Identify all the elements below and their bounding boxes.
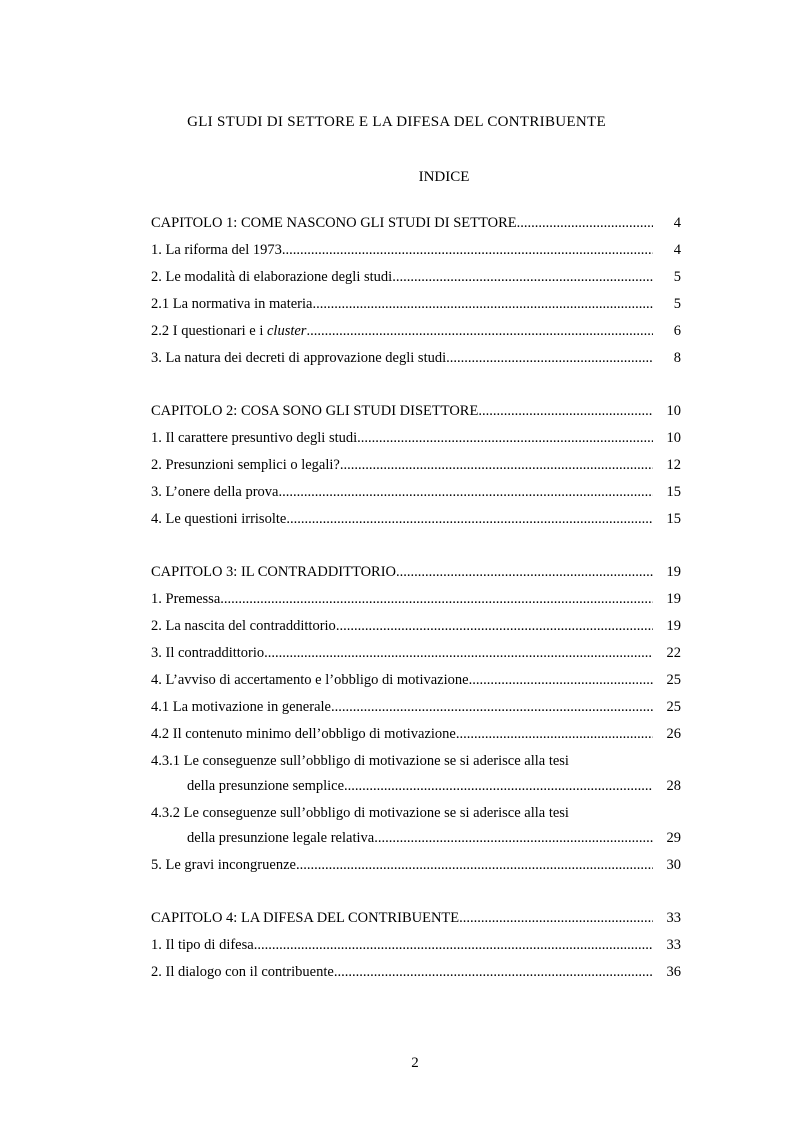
- toc-entry: [151, 667, 681, 694]
- toc-leader-dots: [469, 667, 653, 694]
- toc-leader-dots: [344, 773, 653, 800]
- toc-page-number: 8: [673, 350, 681, 366]
- toc-page-number: 19: [666, 591, 681, 607]
- toc-chapter-3: [151, 559, 681, 586]
- toc-entry: [151, 506, 681, 533]
- toc-entry: [151, 345, 681, 372]
- toc-page-number: 12: [666, 457, 681, 473]
- toc-entry: [151, 586, 681, 613]
- toc-entry-text: 4.2 Il contenuto minimo dell’obbligo di motivazione: [151, 726, 456, 742]
- toc-entry-text: 4.3.2 Le conseguenze sull’obbligo di motivazione se si aderisce alla tesi: [151, 805, 569, 821]
- toc-leader-dots: [331, 694, 653, 721]
- toc-leader-dots: [357, 425, 653, 452]
- toc-entry: [151, 237, 681, 264]
- toc-leader-dots: [340, 452, 653, 479]
- toc-entry-continuation: [151, 825, 681, 852]
- toc-entry-text-plain: 2.2 I questionari e i: [151, 323, 267, 339]
- toc-page-number: 22: [666, 645, 681, 661]
- toc-entry: [151, 932, 681, 959]
- toc-entry-text: 1. Il tipo di difesa: [151, 937, 254, 953]
- toc-page-number: 5: [673, 269, 681, 285]
- toc-leader-dots: [296, 852, 653, 879]
- toc-entry: [151, 479, 681, 506]
- toc-page-number: 10: [666, 403, 681, 419]
- toc-page-number: 36: [666, 964, 681, 980]
- toc-leader-dots: [396, 559, 653, 586]
- toc-leader-dots: [312, 291, 653, 318]
- toc-page-number: 19: [666, 618, 681, 634]
- toc-page-number: 5: [673, 296, 681, 312]
- toc-entry-text: 4.3.1 Le conseguenze sull’obbligo di motivazione se si aderisce alla tesi: [151, 753, 569, 769]
- document-title: GLI STUDI DI SETTORE E LA DIFESA DEL CONTRIBUENTE: [187, 114, 606, 130]
- toc-chapter-2: [151, 398, 681, 425]
- toc-entry-text: della presunzione legale relativa: [187, 830, 375, 846]
- toc-entry: [151, 452, 681, 479]
- toc-page-number: 25: [666, 699, 681, 715]
- toc-page-number: 15: [666, 484, 681, 500]
- toc-chapter-1: [151, 210, 681, 237]
- toc-entry-text: CAPITOLO 4: LA DIFESA DEL CONTRIBUENTE: [151, 910, 460, 926]
- toc-leader-dots: [254, 932, 653, 959]
- toc-page-number: 30: [666, 857, 681, 873]
- toc-entry: [151, 613, 681, 640]
- toc-entry-continuation: [151, 773, 681, 800]
- toc-entry-text: 2. Le modalità di elaborazione degli studi: [151, 269, 393, 285]
- toc-entry: [151, 318, 681, 345]
- toc-page-number: 25: [666, 672, 681, 688]
- toc-entry-text: 4. L’avviso di accertamento e l’obbligo di motivazione: [151, 672, 469, 688]
- toc-entry: [151, 748, 681, 773]
- toc-leader-dots: [220, 586, 653, 613]
- toc-entry: [151, 721, 681, 748]
- toc-page-number: 4: [673, 242, 681, 258]
- toc-leader-dots: [517, 210, 653, 237]
- toc-entry-text: 3. Il contraddittorio: [151, 645, 265, 661]
- toc-entry: [151, 694, 681, 721]
- toc-page-number: 28: [666, 778, 681, 794]
- toc-page-number: 19: [666, 564, 681, 580]
- toc-entry: [151, 852, 681, 879]
- toc-leader-dots: [456, 721, 653, 748]
- toc-entry-text: 4.1 La motivazione in generale: [151, 699, 331, 715]
- toc-entry: [151, 959, 681, 986]
- toc-entry-text: CAPITOLO 1: COME NASCONO GLI STUDI DI SETTORE: [151, 215, 517, 231]
- toc-entry-text: 2.1 La normativa in materia: [151, 296, 313, 312]
- toc-page-number: 10: [666, 430, 681, 446]
- toc-leader-dots: [392, 264, 653, 291]
- toc-entry-text: 1. Premessa: [151, 591, 221, 607]
- toc-entry-text: della presunzione semplice: [187, 778, 345, 794]
- toc-leader-dots: [282, 237, 653, 264]
- toc-entry: [151, 264, 681, 291]
- toc-leader-dots: [459, 905, 653, 932]
- toc-entry-text: 1. Il carattere presuntivo degli studi: [151, 430, 358, 446]
- toc-entry: [151, 291, 681, 318]
- toc-entry-text: 3. L’onere della prova: [151, 484, 279, 500]
- toc-page-number: 6: [673, 323, 681, 339]
- toc-page-number: 4: [673, 215, 681, 231]
- toc-leader-dots: [334, 959, 653, 986]
- toc-chapter-4: [151, 905, 681, 932]
- toc-leader-dots: [478, 398, 653, 425]
- toc-entry-text: 1. La riforma del 1973: [151, 242, 282, 258]
- table-of-contents: [151, 210, 681, 986]
- toc-entry-text: 4. Le questioni irrisolte: [151, 511, 287, 527]
- toc-page-number: 15: [666, 511, 681, 527]
- toc-entry-text: [151, 318, 306, 345]
- toc-entry: [151, 640, 681, 667]
- toc-leader-dots: [279, 479, 654, 506]
- toc-entry-text: CAPITOLO 3: IL CONTRADDITTORIO: [151, 564, 397, 580]
- toc-entry: [151, 425, 681, 452]
- toc-leader-dots: [336, 613, 653, 640]
- toc-leader-dots: [264, 640, 653, 667]
- toc-entry-text-italic: cluster: [266, 323, 307, 339]
- toc-entry-text: 5. Le gravi incongruenze: [151, 857, 296, 873]
- toc-entry-text: 3. La natura dei decreti di approvazione degli studi: [151, 350, 447, 366]
- toc-entry-text: 2. Presunzioni semplici o legali?: [151, 457, 340, 473]
- toc-leader-dots: [374, 825, 653, 852]
- toc-entry-text: CAPITOLO 2: COSA SONO GLI STUDI DISETTORE: [151, 403, 479, 419]
- toc-page-number: 33: [666, 910, 681, 926]
- toc-page-number: 33: [666, 937, 681, 953]
- page-number: 2: [411, 1055, 419, 1071]
- toc-leader-dots: [286, 506, 653, 533]
- toc-leader-dots: [446, 345, 653, 372]
- toc-leader-dots: [306, 318, 653, 345]
- toc-page-number: 26: [666, 726, 681, 742]
- index-heading: INDICE: [418, 169, 470, 185]
- toc-entry-text: 2. Il dialogo con il contribuente: [151, 964, 334, 980]
- toc-entry: [151, 800, 681, 825]
- toc-entry-text: 2. La nascita del contraddittorio: [151, 618, 336, 634]
- toc-page-number: 29: [666, 830, 681, 846]
